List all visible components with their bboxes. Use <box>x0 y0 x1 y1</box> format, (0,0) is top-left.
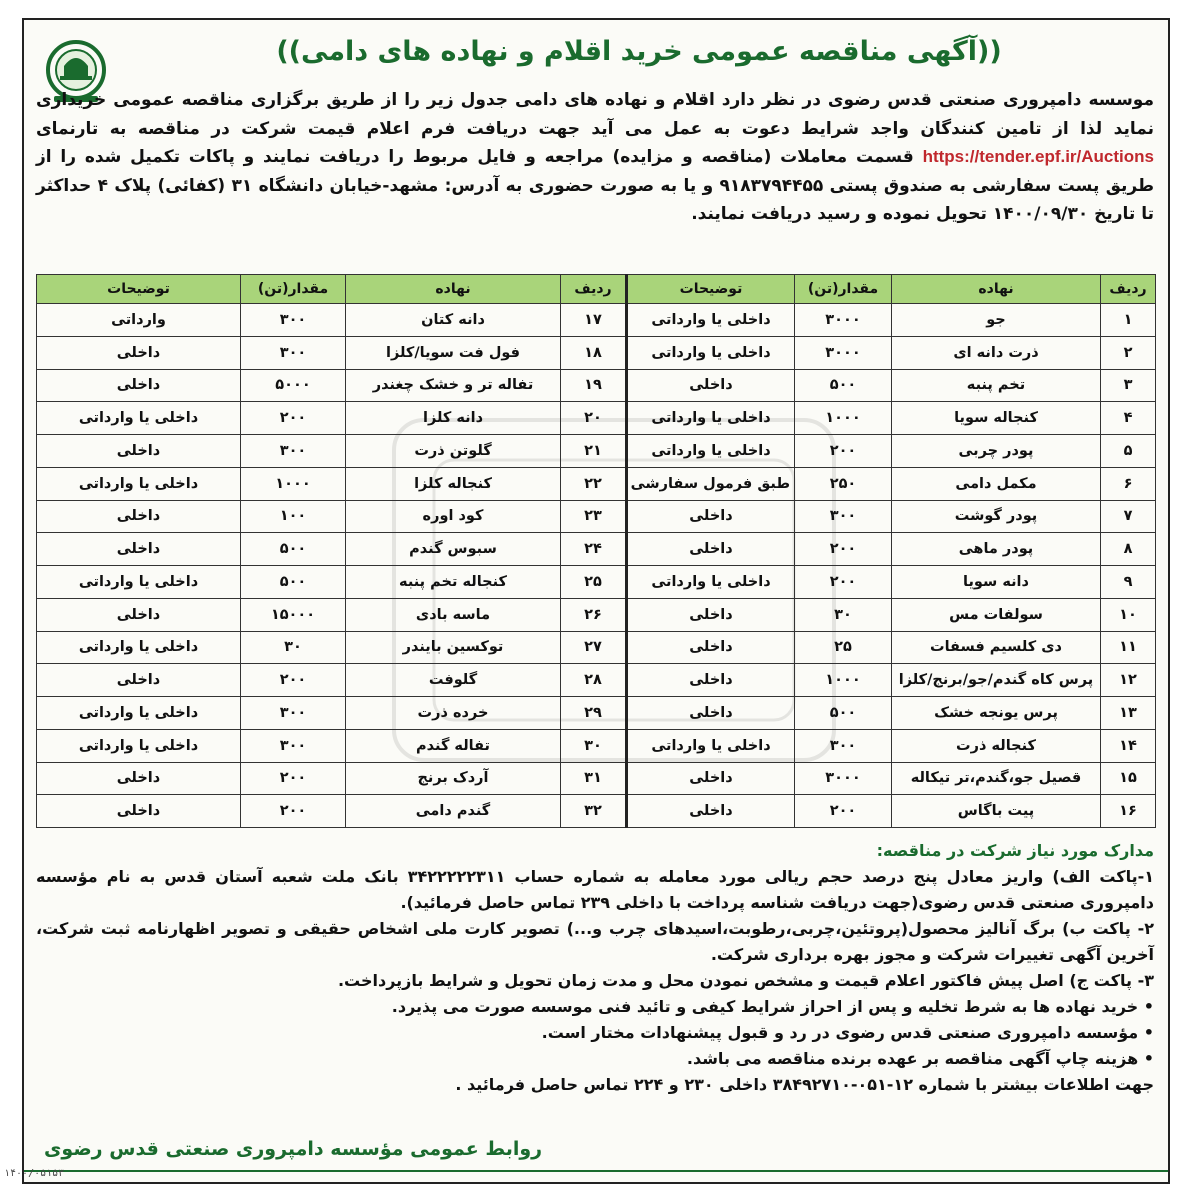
intro-text-1: موسسه دامپروری صنعتی قدس رضوی در نظر دارد اقلام و نهاده های دامی جدول زیر را از طریق برگزاری مناقصه عمومی خریداری نماید لذا از تامین کنندگان واجد شرایط دعوت به عمل می آید جهت دریافت فرم اعلام قیمت شرکت در مناقصه به تارنمای <box>36 90 1154 139</box>
cell-notes-2: داخلی یا وارداتی <box>37 631 241 664</box>
cell-item-2: آردک برنج <box>346 762 561 795</box>
cell-quantity: ۳۰۰۰ <box>795 762 892 795</box>
cell-quantity: ۳۰۰۰ <box>795 336 892 369</box>
cell-item-2: کنجاله تخم پنبه <box>346 566 561 599</box>
cell-quantity-2: ۳۰۰ <box>241 729 346 762</box>
cell-notes-2: داخلی <box>37 533 241 566</box>
col-header-notes: توضیحات <box>627 275 795 304</box>
cell-notes-2: داخلی <box>37 762 241 795</box>
cell-notes: داخلی یا وارداتی <box>627 336 795 369</box>
cell-row-no-2: ۲۱ <box>561 435 627 468</box>
cell-notes: داخلی <box>627 697 795 730</box>
table-row <box>37 500 1156 533</box>
cell-row-no-2: ۱۸ <box>561 336 627 369</box>
cell-item-2: دانه کتان <box>346 304 561 337</box>
cell-quantity: ۳۰۰ <box>795 729 892 762</box>
cell-item-2: تفاله تر و خشک چغندر <box>346 369 561 402</box>
cell-quantity: ۲۰۰ <box>795 566 892 599</box>
cell-quantity: ۲۰۰ <box>795 795 892 828</box>
requirement-item: ۲- پاکت ب) برگ آنالیز محصول(پروتئین،چربی،رطوبت،اسیدهای چرب و...) تصویر کارت ملی اشخاص حقیقی و تصویر اظهارنامه ثبت شرکت، آخرین آگهی تغییرات شرکت و مجوز بهره برداری شرکت. <box>36 919 1154 964</box>
requirements-heading: مدارک مورد نیاز شرکت در مناقصه: <box>876 841 1154 860</box>
cell-notes: داخلی یا وارداتی <box>627 435 795 468</box>
cell-quantity-2: ۲۰۰ <box>241 402 346 435</box>
table-row <box>37 435 1156 468</box>
tender-notice <box>22 18 1170 1184</box>
cell-notes-2: داخلی <box>37 664 241 697</box>
cell-quantity: ۳۰۰ <box>795 500 892 533</box>
cell-notes: طبق فرمول سفارشی <box>627 467 795 500</box>
cell-item-2: کود اوره <box>346 500 561 533</box>
cell-item-2: فول فت سویا/کلزا <box>346 336 561 369</box>
cell-notes-2: داخلی <box>37 598 241 631</box>
cell-notes-2: داخلی <box>37 336 241 369</box>
col-header-row-no: ردیف <box>1101 275 1156 304</box>
cell-row-no-2: ۱۷ <box>561 304 627 337</box>
table-row <box>37 795 1156 828</box>
col-header-notes-2: توضیحات <box>37 275 241 304</box>
table-row <box>37 369 1156 402</box>
cell-item: دانه سویا <box>892 566 1101 599</box>
table-row <box>37 467 1156 500</box>
cell-row-no-2: ۲۷ <box>561 631 627 664</box>
cell-quantity: ۵۰۰ <box>795 697 892 730</box>
cell-item: پرس کاه گندم/جو/برنج/کلزا <box>892 664 1101 697</box>
cell-row-no-2: ۲۰ <box>561 402 627 435</box>
cell-row-no: ۱۵ <box>1101 762 1156 795</box>
items-table <box>36 274 1156 828</box>
table-row <box>37 402 1156 435</box>
cell-item-2: خرده ذرت <box>346 697 561 730</box>
cell-row-no: ۹ <box>1101 566 1156 599</box>
footer-divider <box>24 1170 1168 1172</box>
cell-item-2: سبوس گندم <box>346 533 561 566</box>
table-body <box>37 304 1156 828</box>
cell-quantity-2: ۵۰۰۰ <box>241 369 346 402</box>
intro-paragraph <box>36 86 1154 229</box>
cell-quantity-2: ۵۰۰ <box>241 533 346 566</box>
cell-notes-2: داخلی یا وارداتی <box>37 467 241 500</box>
cell-item-2: کنجاله کلزا <box>346 467 561 500</box>
cell-item: پیت باگاس <box>892 795 1101 828</box>
cell-notes-2: داخلی <box>37 369 241 402</box>
cell-item-2: توکسین بایندر <box>346 631 561 664</box>
cell-row-no-2: ۲۵ <box>561 566 627 599</box>
cell-row-no: ۱۰ <box>1101 598 1156 631</box>
cell-quantity: ۱۰۰۰ <box>795 664 892 697</box>
cell-row-no: ۳ <box>1101 369 1156 402</box>
cell-notes-2: وارداتی <box>37 304 241 337</box>
cell-quantity-2: ۳۰۰ <box>241 304 346 337</box>
table-row <box>37 566 1156 599</box>
cell-quantity: ۲۰۰ <box>795 533 892 566</box>
cell-row-no-2: ۳۱ <box>561 762 627 795</box>
cell-notes-2: داخلی یا وارداتی <box>37 697 241 730</box>
col-header-row-no-2: ردیف <box>561 275 627 304</box>
cell-notes: داخلی یا وارداتی <box>627 304 795 337</box>
cell-row-no: ۱۱ <box>1101 631 1156 664</box>
cell-row-no: ۱۲ <box>1101 664 1156 697</box>
cell-item: کنجاله ذرت <box>892 729 1101 762</box>
table-row <box>37 598 1156 631</box>
intro-text-2: قسمت معاملات (مناقصه و مزایده) مراجعه و فایل مربوط را دریافت نمایند و پاکات تکمیل شده را از طریق پست سفارشی به صندوق پستی ۹۱۸۳۷۹۴۴۵۵ و یا به صورت حضوری به آدرس: مشهد-خیابان دانشگاه ۳۱ (کفائی) پلاک ۴ حداکثر تا تاریخ ۱۴۰۰/۰۹/۳۰ تحویل نموده و رسید دریافت نمایند. <box>36 147 1154 224</box>
cell-item: پودر چربی <box>892 435 1101 468</box>
table-row <box>37 304 1156 337</box>
cell-notes: داخلی <box>627 500 795 533</box>
cell-row-no: ۱۳ <box>1101 697 1156 730</box>
cell-notes: داخلی <box>627 762 795 795</box>
cell-notes-2: داخلی <box>37 500 241 533</box>
cell-quantity-2: ۲۰۰ <box>241 795 346 828</box>
table-header-row <box>37 275 1156 304</box>
cell-quantity: ۲۰۰ <box>795 435 892 468</box>
cell-notes: داخلی <box>627 631 795 664</box>
cell-row-no-2: ۲۸ <box>561 664 627 697</box>
col-header-quantity: مقدار(تن) <box>795 275 892 304</box>
cell-item: ذرت دانه ای <box>892 336 1101 369</box>
cell-quantity-2: ۵۰۰ <box>241 566 346 599</box>
requirement-item: ۳- پاکت ج) اصل پیش فاکتور اعلام قیمت و مشخص نمودن محل و مدت زمان تحویل و شرایط بازپرداخت. <box>337 971 1154 990</box>
cell-item: دی کلسیم فسفات <box>892 631 1101 664</box>
cell-item: پودر گوشت <box>892 500 1101 533</box>
cell-notes-2: داخلی یا وارداتی <box>37 566 241 599</box>
cell-quantity-2: ۱۰۰ <box>241 500 346 533</box>
col-header-quantity-2: مقدار(تن) <box>241 275 346 304</box>
cell-quantity: ۳۰ <box>795 598 892 631</box>
table-row <box>37 664 1156 697</box>
cell-quantity: ۲۵۰ <box>795 467 892 500</box>
cell-row-no-2: ۳۰ <box>561 729 627 762</box>
cell-row-no: ۱ <box>1101 304 1156 337</box>
cell-row-no-2: ۳۲ <box>561 795 627 828</box>
table-row <box>37 336 1156 369</box>
cell-row-no-2: ۲۴ <box>561 533 627 566</box>
requirement-item: • هزینه چاپ آگهی مناقصه بر عهده برنده مناقصه می باشد. <box>686 1049 1154 1068</box>
cell-quantity: ۳۰۰۰ <box>795 304 892 337</box>
auctions-link[interactable]: https://tender.epf.ir/Auctions <box>922 147 1154 166</box>
requirement-item: ۱-پاکت الف) واریز معادل پنج درصد حجم ریالی مورد معامله به شماره حساب ۳۴۲۲۲۲۲۳۱۱ بانک ملت شعبه آستان قدس به نام مؤسسه دامپروری صنعتی قدس رضوی(جهت دریافت شناسه پرداخت با داخلی ۲۳۹ تماس حاصل فرمائید). <box>36 867 1155 912</box>
cell-quantity-2: ۱۵۰۰۰ <box>241 598 346 631</box>
cell-quantity: ۵۰۰ <box>795 369 892 402</box>
cell-quantity-2: ۱۰۰۰ <box>241 467 346 500</box>
cell-row-no-2: ۲۳ <box>561 500 627 533</box>
cell-quantity: ۲۵ <box>795 631 892 664</box>
cell-notes-2: داخلی یا وارداتی <box>37 729 241 762</box>
cell-row-no: ۷ <box>1101 500 1156 533</box>
cell-row-no: ۶ <box>1101 467 1156 500</box>
cell-item-2: گلوفت <box>346 664 561 697</box>
cell-item-2: تفاله گندم <box>346 729 561 762</box>
cell-item: مکمل دامی <box>892 467 1101 500</box>
cell-item: پودر ماهی <box>892 533 1101 566</box>
requirement-item: • مؤسسه دامپروری صنعتی قدس رضوی در رد و قبول پیشنهادات مختار است. <box>541 1023 1154 1042</box>
cell-notes-2: داخلی <box>37 435 241 468</box>
cell-item: قصیل جو،گندم،تر تیکاله <box>892 762 1101 795</box>
cell-row-no: ۴ <box>1101 402 1156 435</box>
cell-item: پرس یونجه خشک <box>892 697 1101 730</box>
col-header-item-2: نهاده <box>346 275 561 304</box>
contact-info: جهت اطلاعات بیشتر با شماره ۱۲-۰۵۱-۳۸۴۹۲۷۱۰ داخلی ۲۳۰ و ۲۲۴ تماس حاصل فرمائید . <box>455 1075 1154 1094</box>
cell-quantity-2: ۲۰۰ <box>241 664 346 697</box>
cell-quantity-2: ۳۰ <box>241 631 346 664</box>
cell-notes-2: داخلی یا وارداتی <box>37 402 241 435</box>
cell-quantity: ۱۰۰۰ <box>795 402 892 435</box>
cell-notes: داخلی یا وارداتی <box>627 729 795 762</box>
cell-quantity-2: ۳۰۰ <box>241 336 346 369</box>
cell-row-no-2: ۲۶ <box>561 598 627 631</box>
cell-item-2: گلوتن ذرت <box>346 435 561 468</box>
cell-notes: داخلی <box>627 795 795 828</box>
cell-item: سولفات مس <box>892 598 1101 631</box>
cell-quantity-2: ۲۰۰ <box>241 762 346 795</box>
cell-row-no: ۸ <box>1101 533 1156 566</box>
cell-notes: داخلی یا وارداتی <box>627 402 795 435</box>
requirement-item: • خرید نهاده ها به شرط تخلیه و پس از احراز شرایط کیفی و تائید فنی موسسه صورت می پذیرد. <box>391 997 1154 1016</box>
cell-row-no: ۲ <box>1101 336 1156 369</box>
cell-item: تخم پنبه <box>892 369 1101 402</box>
table-row <box>37 631 1156 664</box>
cell-item: جو <box>892 304 1101 337</box>
notice-title: ((آگهی مناقصه عمومی خرید اقلام و نهاده های دامی)) <box>276 36 1002 67</box>
cell-row-no: ۱۶ <box>1101 795 1156 828</box>
table-row <box>37 762 1156 795</box>
publication-code: ۱۴۰۰/۰۵۱۵۳ <box>4 1168 65 1179</box>
cell-notes: داخلی <box>627 533 795 566</box>
cell-row-no-2: ۲۹ <box>561 697 627 730</box>
cell-notes: داخلی یا وارداتی <box>627 566 795 599</box>
table-row <box>37 533 1156 566</box>
cell-notes: داخلی <box>627 369 795 402</box>
cell-row-no: ۱۴ <box>1101 729 1156 762</box>
cell-item: کنجاله سویا <box>892 402 1101 435</box>
col-header-item: نهاده <box>892 275 1101 304</box>
cell-notes: داخلی <box>627 664 795 697</box>
cell-notes-2: داخلی <box>37 795 241 828</box>
cell-row-no-2: ۲۲ <box>561 467 627 500</box>
cell-notes: داخلی <box>627 598 795 631</box>
cell-row-no: ۵ <box>1101 435 1156 468</box>
table-row <box>37 729 1156 762</box>
cell-row-no-2: ۱۹ <box>561 369 627 402</box>
cell-item-2: ماسه بادی <box>346 598 561 631</box>
public-relations-signature: روابط عمومی مؤسسه دامپروری صنعتی قدس رضوی <box>44 1138 543 1160</box>
cell-item-2: گندم دامی <box>346 795 561 828</box>
cell-quantity-2: ۳۰۰ <box>241 435 346 468</box>
cell-item-2: دانه کلزا <box>346 402 561 435</box>
requirements-section <box>36 838 1154 1098</box>
cell-quantity-2: ۳۰۰ <box>241 697 346 730</box>
table-row <box>37 697 1156 730</box>
